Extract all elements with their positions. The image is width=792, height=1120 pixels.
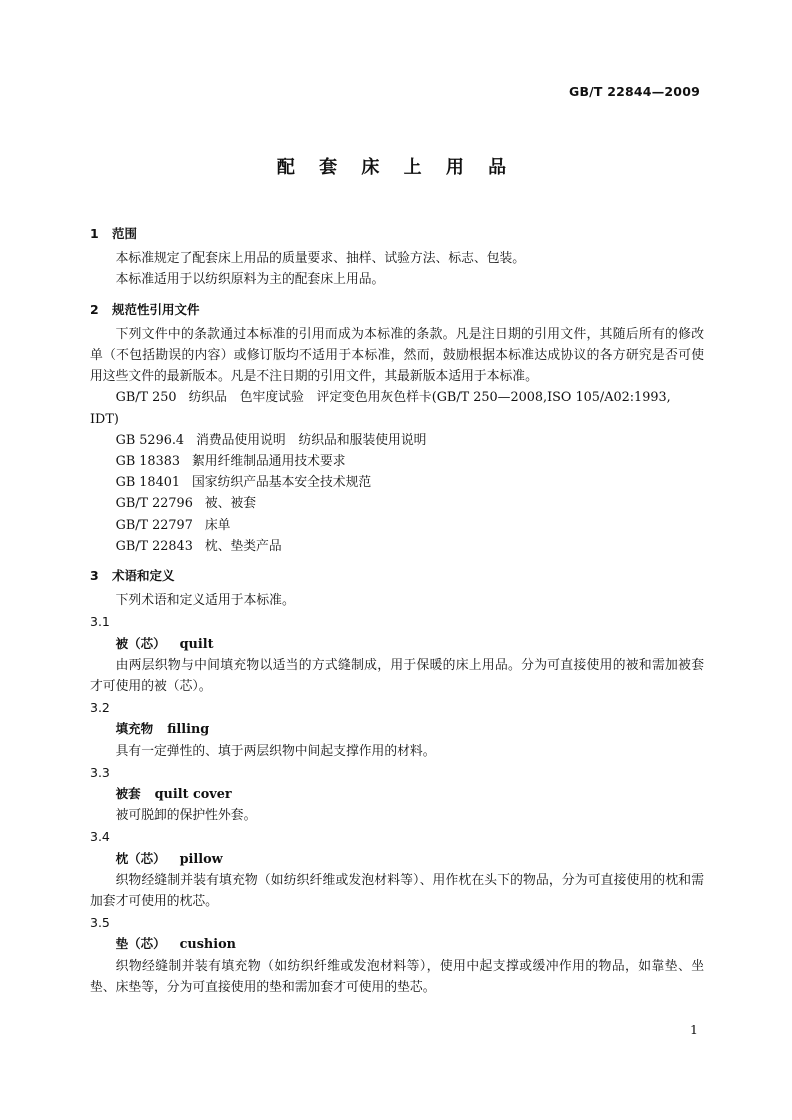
page-number: 1 — [690, 1022, 698, 1037]
reference-code: GB/T 22796 — [115, 496, 193, 512]
standard-code: GB/T 22844—2009 — [568, 84, 700, 99]
term-name-en: quilt cover — [154, 787, 232, 803]
section-title: 规范性引用文件 — [112, 301, 200, 317]
term-name — [90, 933, 704, 955]
section-number: 2 — [90, 301, 99, 317]
reference-title: 被、被套 — [204, 496, 257, 512]
term-definition: 被可脱卸的保护性外套。 — [115, 808, 257, 824]
section-heading-normative-references — [90, 299, 704, 320]
paragraph: 本标准适用于以纺织原料为主的配套床上用品。 — [115, 272, 385, 288]
term-definition: 织物经缝制并装有填充物（如纺织纤维或发泡材料等），使用中起支撑或缓冲作用的物品，如靠垫、坐垫、床垫等，分为可直接使用的垫和需加套才可使用的垫芯。 — [90, 958, 704, 995]
reference-title: 纺织品 色牢度试验 评定变色用灰色样卡(GB/T 250—2008,ISO 105/A02:1993, — [188, 390, 671, 406]
term-number: 3.5 — [90, 915, 110, 931]
term-number: 3.4 — [90, 829, 110, 845]
term-name-en: filling — [167, 722, 210, 738]
paragraph: 下列术语和定义适用于本标准。 — [115, 593, 295, 609]
reference-title: 枕、垫类产品 — [204, 538, 282, 554]
document-body — [90, 223, 704, 998]
reference-title: 消费品使用说明 纺织品和服装使用说明 — [196, 432, 427, 448]
term-name-zh: 被（芯） — [115, 635, 166, 651]
reference-code: GB 18401 — [115, 475, 180, 491]
reference-continuation: IDT) — [90, 411, 119, 427]
term-number: 3.1 — [90, 614, 110, 630]
term-name — [90, 848, 704, 870]
term-name-zh: 填充物 — [115, 721, 154, 737]
reference-item — [90, 387, 704, 408]
reference-code: GB 5296.4 — [115, 432, 185, 448]
reference-code: GB/T 22797 — [115, 517, 193, 533]
term-name — [90, 633, 704, 655]
section-number: 3 — [90, 568, 99, 584]
section-title: 术语和定义 — [112, 568, 175, 584]
reference-item — [90, 493, 704, 514]
term-name-en: pillow — [179, 851, 223, 867]
reference-code: GB/T 22843 — [115, 538, 193, 554]
reference-code: GB 18383 — [115, 454, 180, 469]
term-definition: 织物经缝制并装有填充物（如纺织纤维或发泡材料等）、用作枕在头下的物品，分为可直接使用的枕和需加套才可使用的枕芯。 — [90, 872, 704, 910]
section-heading-terms-definitions — [90, 565, 704, 586]
term-name-zh: 垫（芯） — [115, 936, 166, 952]
paragraph: 下列文件中的条款通过本标准的引用而成为本标准的条款。凡是注日期的引用文件，其随后所有的修改单（不包括勘误的内容）或修订版均不适用于本标准，然而，鼓励根据本标准达成协议的各方研究是否可使用这些文件的最新版本。凡是不注日期的引用文件，其最新版本适用于本标准。 — [90, 326, 704, 385]
reference-item — [90, 472, 704, 493]
reference-code: GB/T 250 — [115, 390, 177, 406]
term-name — [90, 783, 704, 805]
term-name-zh: 被套 — [115, 786, 141, 802]
term-definition: 具有一定弹性的、填于两层织物中间起支撑作用的材料。 — [115, 743, 436, 759]
term-definition: 由两层织物与中间填充物以适当的方式缝制成，用于保暖的床上用品。分为可直接使用的被和需加被套才可使用的被（芯）。 — [90, 657, 704, 695]
document-title: 配 套 床 上 用 品 — [276, 157, 516, 178]
section-title: 范围 — [112, 226, 138, 241]
term-name-en: cushion — [179, 937, 236, 953]
reference-item — [90, 515, 704, 536]
term-name-en: quilt — [179, 636, 214, 652]
section-number: 1 — [90, 226, 99, 241]
paragraph: 本标准规定了配套床上用品的质量要求、抽样、试验方法、标志、包装。 — [115, 251, 526, 267]
reference-title: 絮用纤维制品通用技术要求 — [192, 454, 346, 469]
section-heading-scope — [90, 223, 704, 244]
reference-item — [90, 451, 704, 472]
term-number: 3.2 — [90, 700, 110, 716]
reference-item — [90, 430, 704, 451]
reference-title: 国家纺织产品基本安全技术规范 — [192, 475, 372, 491]
term-name-zh: 枕（芯） — [115, 850, 166, 866]
term-number: 3.3 — [90, 764, 110, 780]
reference-item — [90, 536, 704, 557]
reference-title: 床单 — [204, 517, 231, 533]
term-name — [90, 718, 704, 740]
